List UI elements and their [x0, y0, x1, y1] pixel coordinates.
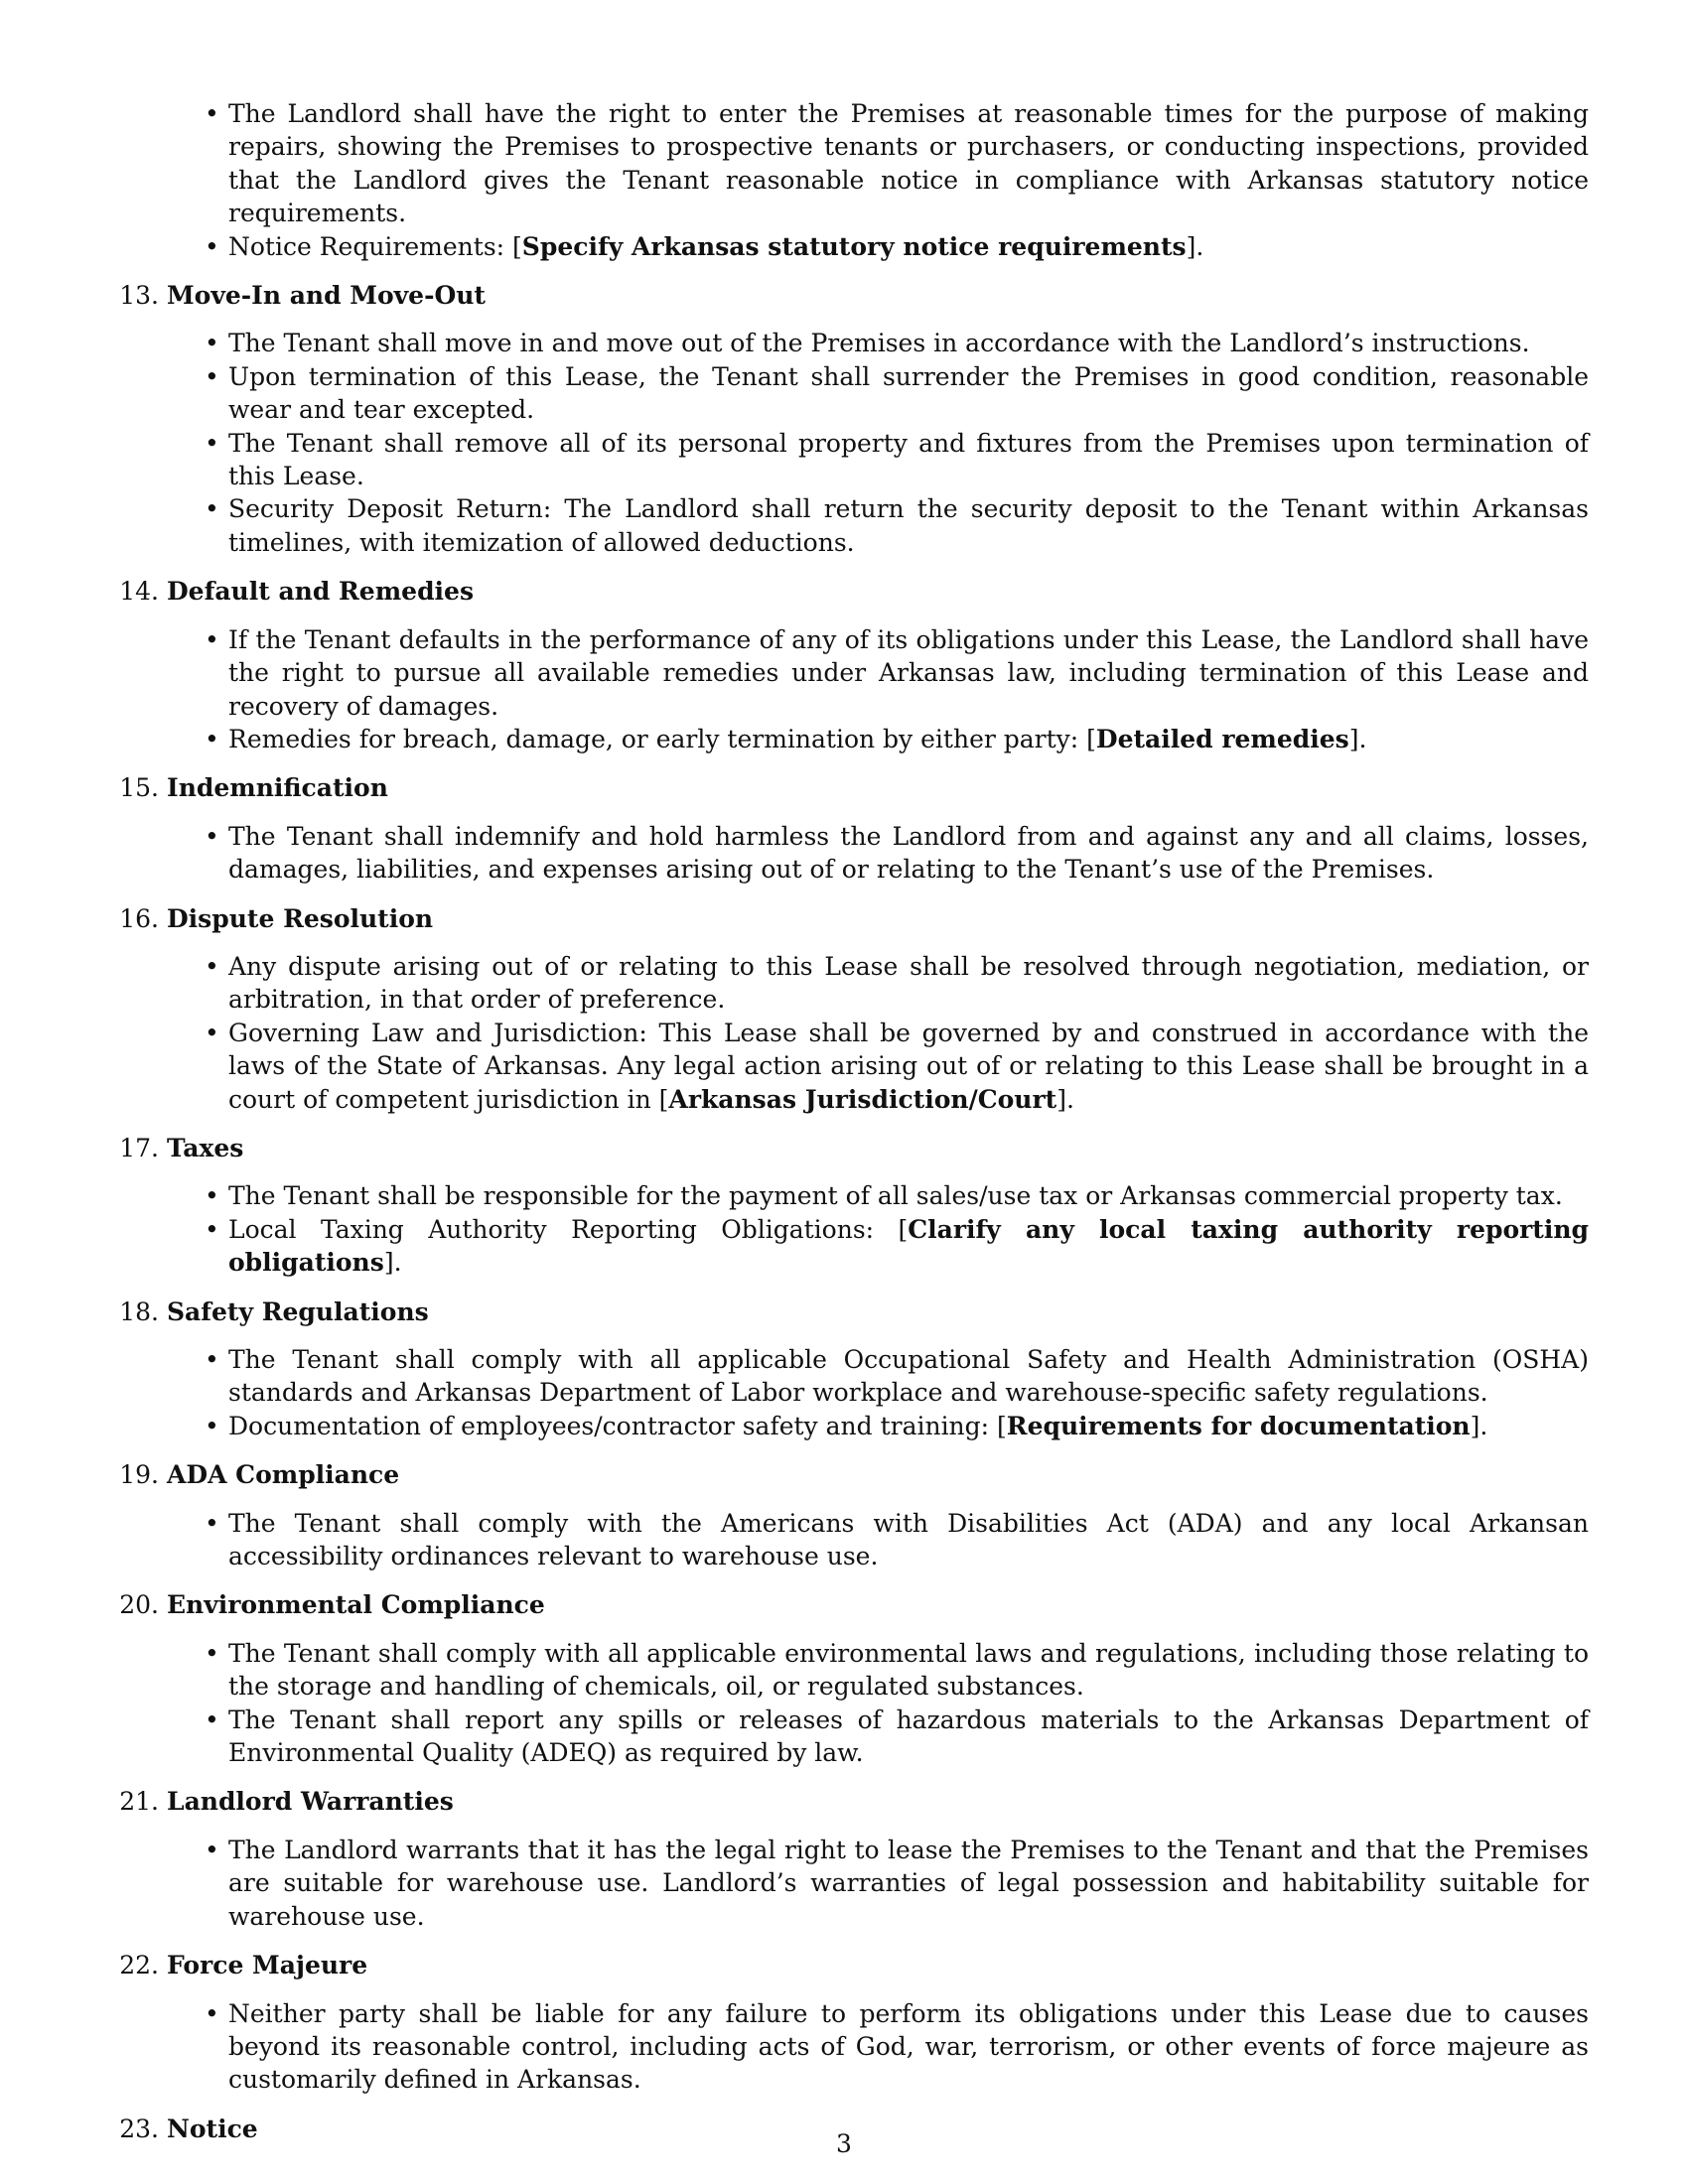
section-title: Force Majeure — [167, 1951, 368, 1980]
section-title: Notice — [167, 2114, 258, 2143]
section — [119, 1458, 1589, 1572]
section-title: Taxes — [167, 1133, 244, 1162]
bullet-text: If the Tenant defaults in the performance of any of its obligations under this Lease, the Landlord shall have the right to pursue all available remedies under Arkansas law, including termination of this Lease and recovery of damages. — [228, 624, 1589, 721]
section-heading — [119, 1785, 1589, 1818]
bullet-text: Neither party shall be liable for any failure to perform its obligations under this Lease due to causes beyond its reasonable control, including acts of God, war, terrorism, or other events of force majeure as customarily defined in Arkansas. — [228, 1998, 1589, 2095]
section-title: Safety Regulations — [167, 1297, 429, 1326]
bullet-text: The Landlord warrants that it has the legal right to lease the Premises to the Tenant and that the Premises are suitable for warehouse use. Landlord’s warranties of legal possession and habitability suitable for warehouse use. — [228, 1835, 1589, 1931]
bullet-text: Security Deposit Return: The Landlord shall return the security deposit to the Tenant within Arkansas timelines, with itemization of allowed deductions. — [228, 494, 1589, 557]
section-number: 13. — [119, 281, 159, 311]
bullet-text: Remedies for breach, damage, or early termination by either party: [ — [228, 724, 1096, 753]
section-heading — [119, 1296, 1589, 1328]
bullet-text: Documentation of employees/contractor safety and training: [ — [228, 1411, 1007, 1440]
bold-placeholder: Clarify any local taxing authority reporting obligations — [228, 1214, 1590, 1278]
bullet-item — [228, 950, 1589, 1017]
section-heading — [119, 279, 1589, 312]
bullet-item — [228, 623, 1589, 723]
bullet-item — [228, 327, 1589, 359]
section-title: Environmental Compliance — [167, 1590, 545, 1620]
bullet-text: The Tenant shall indemnify and hold harmless the Landlord from and against any and all claims, losses, damages, liabilities, and expenses arising out of or relating to the Tenant’s use of the Premises. — [228, 821, 1589, 885]
section-heading — [119, 575, 1589, 608]
section — [119, 1296, 1589, 1443]
bold-placeholder: Arkansas Jurisdiction/Court — [668, 1084, 1057, 1114]
section-number: 22. — [119, 1951, 159, 1980]
bullet-text: ]. — [1056, 1084, 1074, 1114]
section — [119, 771, 1589, 886]
bullet-item — [228, 230, 1589, 263]
bullet-item — [228, 1343, 1589, 1410]
section-heading — [119, 1588, 1589, 1621]
section-number: 20. — [119, 1590, 159, 1620]
bullet-text: The Tenant shall comply with all applicable Occupational Safety and Health Administration (OSHA) standards and Arkansas Department of Labor workplace and warehouse-specific safety regulations. — [228, 1345, 1589, 1408]
section-bullet-list — [228, 1834, 1589, 1933]
section-title: ADA Compliance — [167, 1460, 400, 1490]
bullet-text: The Tenant shall comply with all applicable environmental laws and regulations, including those relating to the storage and handling of chemicals, oil, or regulated substances. — [228, 1638, 1589, 1702]
bullet-item — [228, 1213, 1589, 1280]
section-bullet-list — [228, 820, 1589, 887]
bullet-item — [228, 723, 1589, 755]
section-number: 15. — [119, 773, 159, 803]
bullet-text: ]. — [1186, 231, 1204, 261]
bullet-text: ]. — [1470, 1411, 1488, 1440]
page-number: 3 — [836, 2129, 852, 2158]
bullet-item — [228, 820, 1589, 887]
bullet-item — [228, 492, 1589, 559]
bullet-text: Governing Law and Jurisdiction: This Lease shall be governed by and construed in accordance with the laws of the State of Arkansas. Any legal action arising out of or relating to this Lease shall be brought in a court of competent jurisdiction in [ — [228, 1018, 1589, 1114]
section-bullet-list — [228, 950, 1589, 1116]
bullet-item — [228, 97, 1589, 230]
bullet-text: Any dispute arising out of or relating to this Lease shall be resolved through negotiation, mediation, or arbitration, in that order of preference. — [228, 951, 1589, 1015]
section-bullet-list — [228, 1637, 1589, 1770]
section-title: Move-In and Move-Out — [167, 281, 486, 311]
section-bullet-list — [228, 1179, 1589, 1279]
bullet-item — [228, 1637, 1589, 1704]
section-heading — [119, 771, 1589, 804]
section-number: 18. — [119, 1297, 159, 1326]
bullet-text: Local Taxing Authority Reporting Obligations: [ — [228, 1214, 909, 1244]
bold-placeholder: Specify Arkansas statutory notice requirements — [521, 231, 1187, 261]
bullet-text: Notice Requirements: [ — [228, 231, 522, 261]
section — [119, 1949, 1589, 2097]
bullet-item — [228, 1507, 1589, 1573]
section-title: Default and Remedies — [167, 577, 475, 607]
section-number: 21. — [119, 1787, 159, 1817]
section-bullet-list — [228, 1343, 1589, 1442]
bullet-item — [228, 1410, 1589, 1442]
bold-placeholder: Requirements for documentation — [1006, 1411, 1471, 1440]
bullet-text: The Tenant shall be responsible for the payment of all sales/use tax or Arkansas commercial property tax. — [228, 1181, 1563, 1211]
section-title: Dispute Resolution — [167, 903, 434, 933]
section-title: Landlord Warranties — [167, 1787, 454, 1817]
section-heading — [119, 1458, 1589, 1491]
section-bullet-list — [228, 1507, 1589, 1573]
bullet-item — [228, 1704, 1589, 1770]
section — [119, 1785, 1589, 1933]
bullet-item — [228, 1017, 1589, 1116]
bullet-text: Upon termination of this Lease, the Tenant shall surrender the Premises in good condition, reasonable wear and tear excepted. — [228, 361, 1589, 425]
bullet-text: The Tenant shall comply with the Americans with Disabilities Act (ADA) and any local Arkansan accessibility ordinances relevant to warehouse use. — [228, 1508, 1589, 1571]
bullet-text: The Tenant shall remove all of its personal property and fixtures from the Premises upon termination of this Lease. — [228, 428, 1589, 491]
section-list — [119, 279, 1590, 2145]
section-number: 16. — [119, 903, 159, 933]
bullet-text: ]. — [383, 1248, 402, 1278]
section — [119, 1132, 1590, 1280]
bullet-item — [228, 360, 1589, 427]
bullet-item — [228, 1997, 1589, 2097]
section — [119, 1588, 1589, 1769]
intro-bullet-list — [228, 97, 1589, 263]
section-number: 17. — [119, 1133, 159, 1162]
section — [119, 279, 1589, 559]
section-heading — [119, 902, 1589, 935]
bullet-item — [228, 427, 1589, 493]
bullet-item — [228, 1179, 1589, 1212]
bullet-text: The Tenant shall report any spills or releases of hazardous materials to the Arkansas Department of Environmental Quality (ADEQ) as required by law. — [228, 1705, 1589, 1768]
section-heading — [119, 1132, 1589, 1164]
bullet-item — [228, 1834, 1589, 1933]
lease-body — [119, 97, 1590, 2160]
bullet-text: The Landlord shall have the right to enter the Premises at reasonable times for the purpose of making repairs, showing the Premises to prospective tenants or purchasers, or conducting inspections, provided that the Landlord gives the Tenant reasonable notice in compliance with Arkansas statutory notice requirements. — [228, 99, 1589, 228]
section-number: 14. — [119, 577, 159, 607]
bullet-text: ]. — [1348, 724, 1367, 753]
section-bullet-list — [228, 623, 1589, 756]
section-bullet-list — [228, 327, 1589, 559]
section-title: Indemnification — [167, 773, 388, 803]
section — [119, 575, 1589, 755]
section-number: 23. — [119, 2114, 159, 2143]
bullet-text: The Tenant shall move in and move out of the Premises in accordance with the Landlord’s instructions. — [228, 329, 1530, 358]
section — [119, 902, 1589, 1116]
bold-placeholder: Detailed remedies — [1095, 724, 1349, 753]
section-bullet-list — [228, 1997, 1589, 2097]
section-heading — [119, 1949, 1589, 1981]
section-number: 19. — [119, 1460, 159, 1490]
